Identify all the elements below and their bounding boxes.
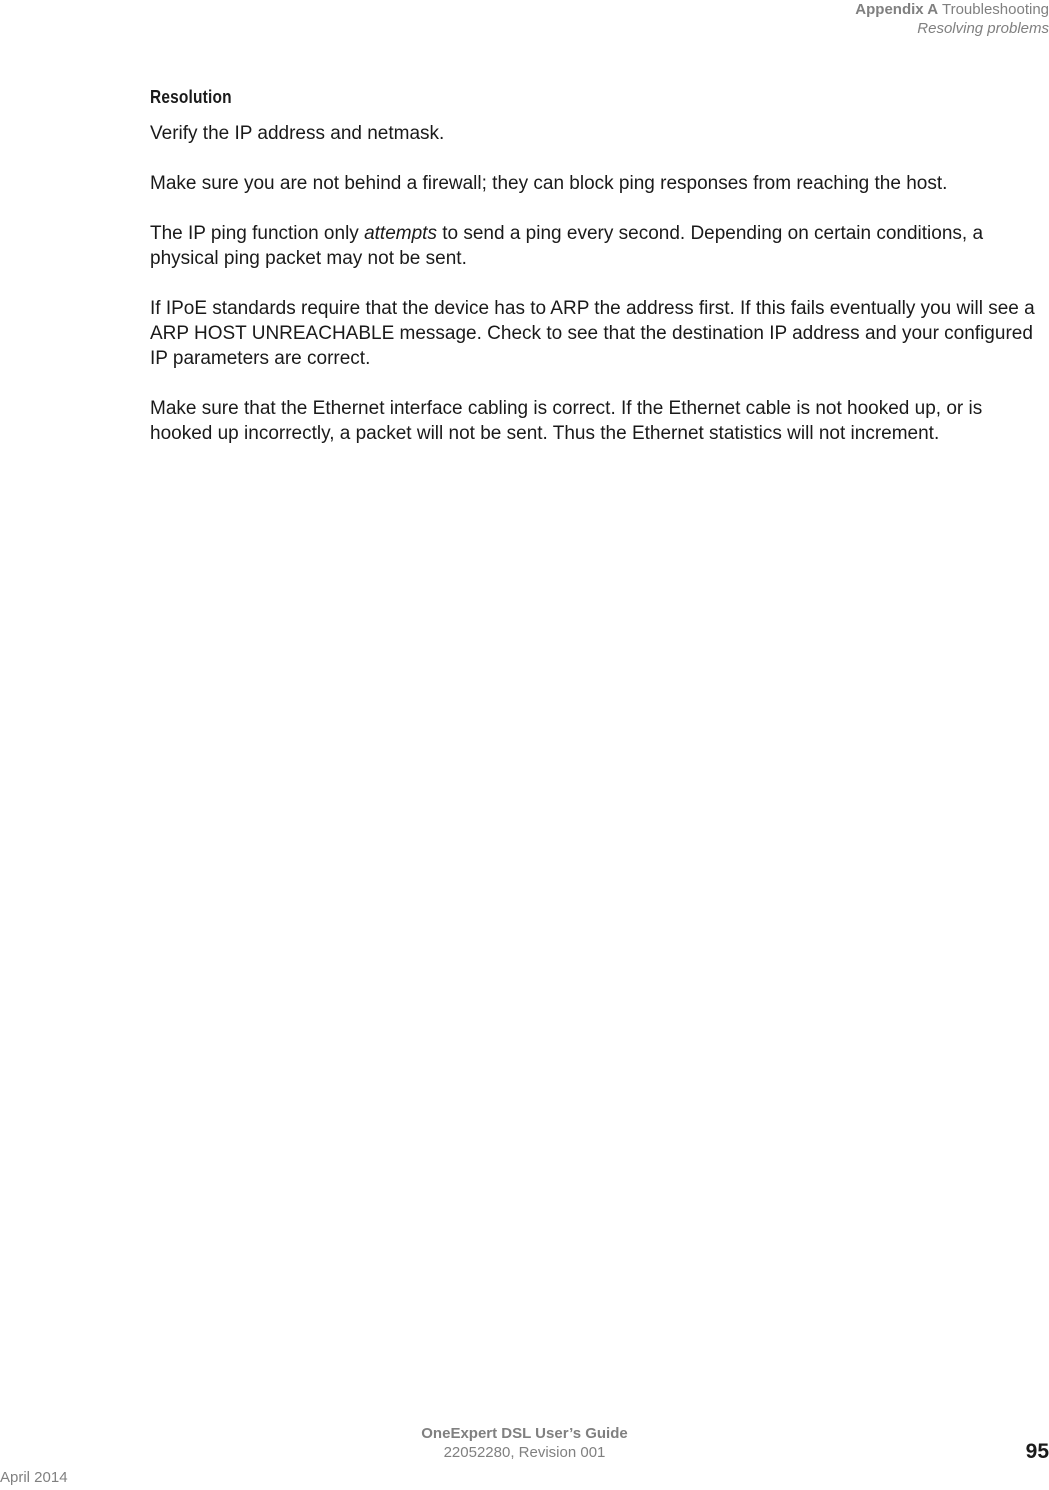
guide-title: OneExpert DSL User’s Guide <box>421 1425 628 1442</box>
document-number: 22052280, Revision 001 <box>443 1444 606 1461</box>
paragraph: Verify the IP address and netmask. <box>150 123 445 144</box>
emphasis-text: attempts <box>364 223 437 244</box>
paragraph-text: to send a ping every second. Depending on certain conditions, a physical ping packet may not be sent. <box>150 223 984 269</box>
page-content <box>150 86 1046 471</box>
chapter-label: Appendix A <box>855 1 939 18</box>
resolution-heading: Resolution <box>150 87 232 107</box>
section-title: Resolving problems <box>917 20 1049 37</box>
publication-date: April 2014 <box>0 1469 68 1486</box>
paragraph: If IPoE standards require that the device has to ARP the address first. If this fails eventually you will see a ARP HOST UNREACHABLE message. Check to see that the destination IP address and your configured IP parameters are correct. <box>150 298 1035 369</box>
page-number: 95 <box>1025 1440 1049 1463</box>
paragraph-text: The IP ping function only <box>150 223 365 244</box>
running-header <box>855 0 1049 38</box>
chapter-line <box>855 0 1049 19</box>
paragraph: Make sure you are not behind a firewall; they can block ping responses from reaching the host. <box>150 173 948 194</box>
page-footer <box>0 1425 1049 1490</box>
chapter-title: Troubleshooting <box>941 1 1049 18</box>
paragraph: Make sure that the Ethernet interface cabling is correct. If the Ethernet cable is not hooked up, or is hooked up incorrectly, a packet will not be sent. Thus the Ethernet statistics will not increment. <box>150 398 983 444</box>
paragraph <box>150 221 1046 271</box>
